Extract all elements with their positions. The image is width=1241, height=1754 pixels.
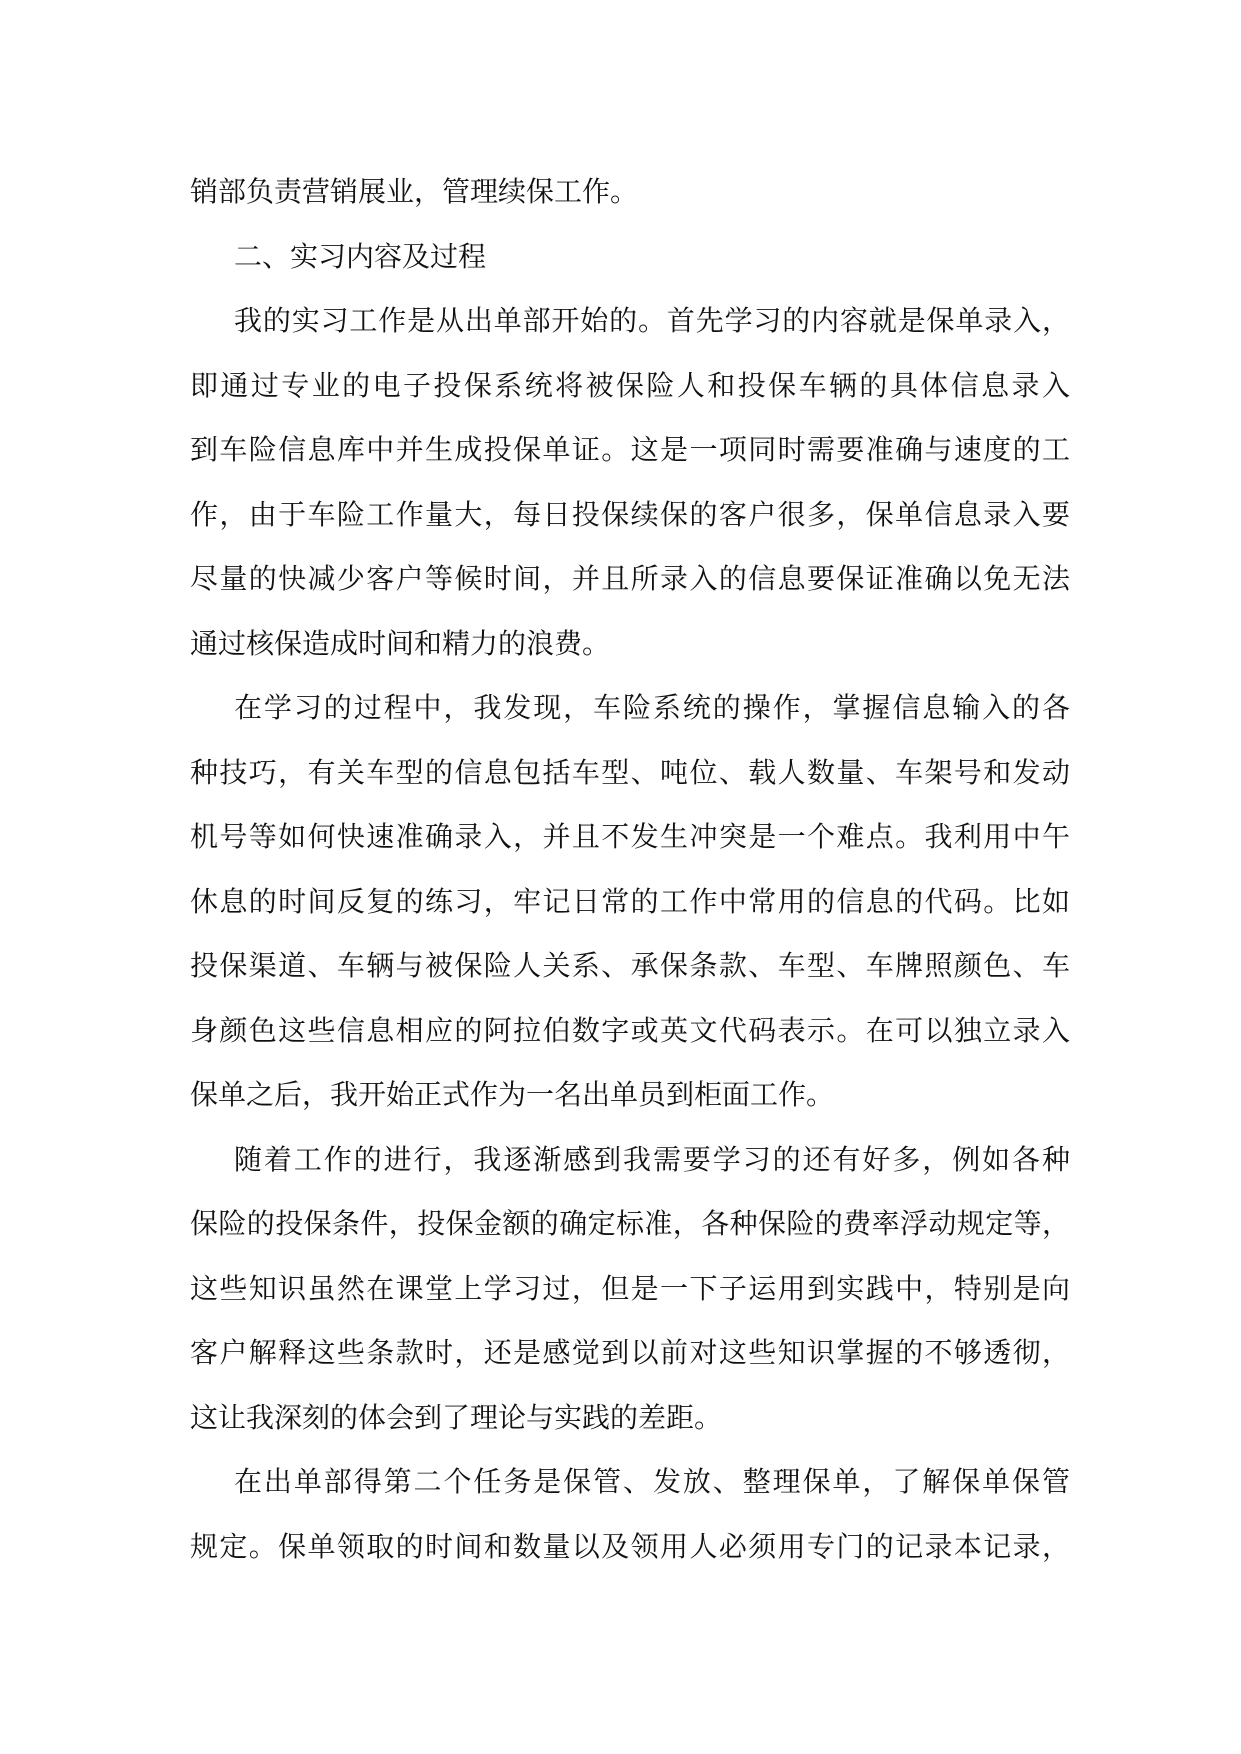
- text-line: 作，由于车险工作量大，每日投保续保的客户很多，保单信息录入要: [190, 497, 1070, 531]
- text-line: 随着工作的进行，我逐渐感到我需要学习的还有好多，例如各种: [234, 1142, 1070, 1176]
- text-line: 即通过专业的电子投保系统将被保险人和投保车辆的具体信息录入: [190, 368, 1070, 402]
- text-line: 种技巧，有关车型的信息包括车型、吨位、载人数量、车架号和发动: [190, 755, 1070, 789]
- text-line: 客户解释这些条款时，还是感觉到以前对这些知识掌握的不够透彻，: [190, 1336, 1070, 1369]
- text-line: 我的实习工作是从出单部开始的。首先学习的内容就是保单录入，: [234, 304, 1070, 337]
- text-line: 尽量的快减少客户等候时间，并且所录入的信息要保证准确以免无法: [190, 562, 1070, 595]
- text-line: 销部负责营销展业，管理续保工作。: [190, 175, 639, 208]
- text-line: 这让我深刻的体会到了理论与实践的差距。: [190, 1400, 723, 1434]
- text-line: 到车险信息库中并生成投保单证。这是一项同时需要准确与速度的工: [190, 433, 1070, 466]
- text-line: 这些知识虽然在课堂上学习过，但是一下子运用到实践中，特别是向: [190, 1271, 1070, 1305]
- text-line: 保单之后，我开始正式作为一名出单员到柜面工作。: [190, 1078, 835, 1111]
- text-line: 规定。保单领取的时间和数量以及领用人必须用专门的记录本记录，: [190, 1529, 1070, 1563]
- text-line: 二、实习内容及过程: [234, 239, 487, 273]
- body-text: [190, 160, 1070, 1579]
- text-line: 机号等如何快速准确录入，并且不发生冲突是一个难点。我利用中午: [190, 820, 1070, 853]
- text-line: 身颜色这些信息相应的阿拉伯数字或英文代码表示。在可以独立录入: [190, 1013, 1070, 1047]
- text-line: 在出单部得第二个任务是保管、发放、整理保单，了解保单保管: [234, 1465, 1070, 1498]
- text-line: 在学习的过程中，我发现，车险系统的操作，掌握信息输入的各: [234, 691, 1070, 724]
- text-line: 休息的时间反复的练习，牢记日常的工作中常用的信息的代码。比如: [190, 884, 1070, 918]
- text-line: 通过核保造成时间和精力的浪费。: [190, 626, 611, 660]
- text-line: 投保渠道、车辆与被保险人关系、承保条款、车型、车牌照颜色、车: [190, 949, 1070, 982]
- text-line: 保险的投保条件，投保金额的确定标准，各种保险的费率浮动规定等，: [190, 1207, 1070, 1240]
